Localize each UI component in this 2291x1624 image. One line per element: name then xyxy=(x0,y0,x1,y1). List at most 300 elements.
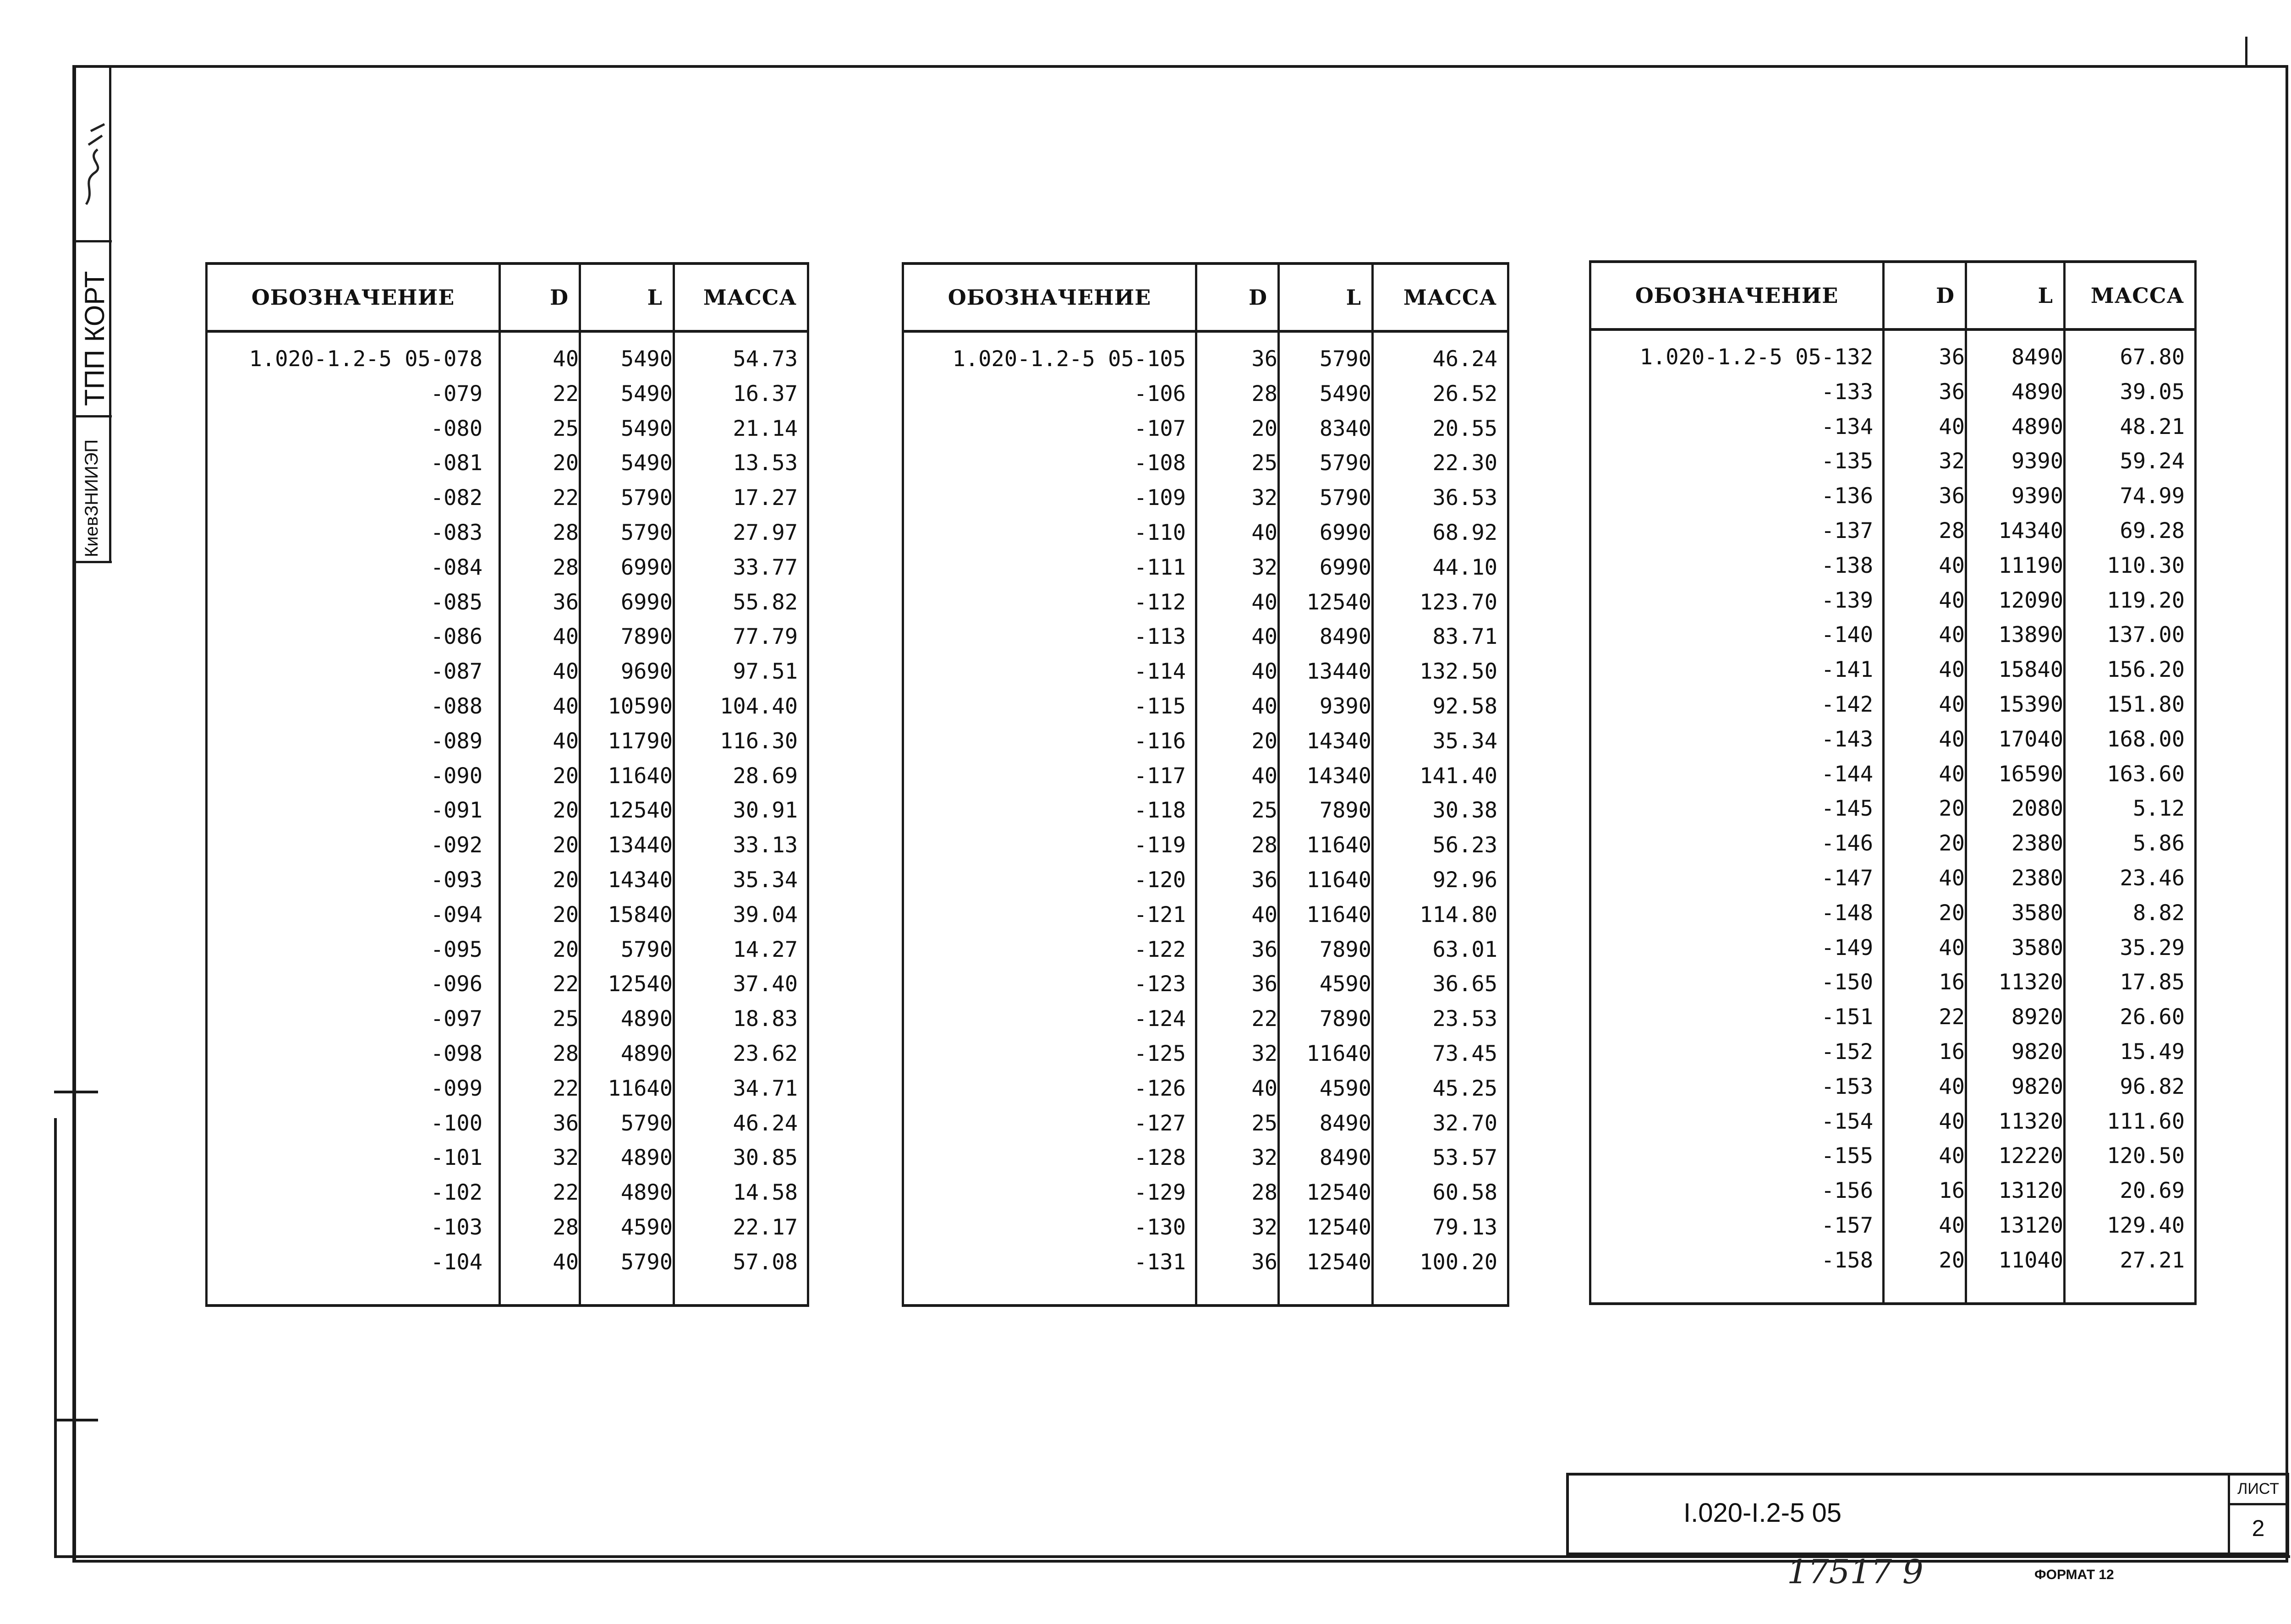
mass-cell: 45.25 xyxy=(1432,1075,1497,1101)
table-row xyxy=(1591,757,2194,792)
table-row xyxy=(208,481,807,516)
d-cell: 20 xyxy=(1251,416,1277,441)
mass-cell: 36.65 xyxy=(1432,971,1497,997)
designation-cell: -142 xyxy=(1821,691,1873,717)
d-cell: 28 xyxy=(553,1041,579,1066)
l-cell: 5790 xyxy=(1319,346,1371,372)
sheet-box xyxy=(2228,1476,2286,1553)
table-row xyxy=(904,1175,1507,1210)
table-row xyxy=(208,1071,807,1106)
designation-cell: -155 xyxy=(1821,1143,1873,1169)
l-cell: 12540 xyxy=(1306,1180,1371,1206)
table-row xyxy=(208,793,807,828)
side-stamp-divider-2 xyxy=(72,415,112,417)
d-cell: 40 xyxy=(553,659,579,685)
d-cell: 22 xyxy=(553,1180,579,1206)
mass-cell: 120.50 xyxy=(2107,1143,2185,1169)
mass-cell: 37.40 xyxy=(733,971,798,997)
designation-cell: -084 xyxy=(430,554,482,580)
header-rule xyxy=(1591,328,2194,331)
header-l: L xyxy=(2038,283,2053,308)
l-cell: 17040 xyxy=(1998,726,2063,752)
designation-cell: -083 xyxy=(430,520,482,545)
d-cell: 40 xyxy=(1939,414,1965,439)
designation-cell: -152 xyxy=(1821,1039,1873,1064)
header-mass: МАССА xyxy=(2090,283,2184,308)
side-stamp xyxy=(72,67,112,562)
mass-cell: 28.69 xyxy=(733,763,798,789)
d-cell: 32 xyxy=(1251,1214,1277,1240)
mass-cell: 141.40 xyxy=(1420,763,1497,789)
l-cell: 14340 xyxy=(608,867,673,893)
mass-cell: 114.80 xyxy=(1420,902,1497,927)
designation-cell: -094 xyxy=(430,902,482,927)
table-row xyxy=(1591,896,2194,931)
d-cell: 40 xyxy=(1251,693,1277,719)
l-cell: 14340 xyxy=(1306,763,1371,789)
mass-cell: 15.49 xyxy=(2120,1039,2185,1064)
mass-cell: 69.28 xyxy=(2120,518,2185,543)
table-row xyxy=(904,933,1507,967)
d-cell: 20 xyxy=(553,867,579,893)
header-designation: ОБОЗНАЧЕНИЕ xyxy=(948,285,1151,310)
l-cell: 9390 xyxy=(2011,449,2063,474)
table-row xyxy=(208,620,807,654)
d-cell: 20 xyxy=(1939,1247,1965,1273)
org-name-top: ТПП КОРТ xyxy=(79,271,110,406)
d-cell: 40 xyxy=(553,1249,579,1275)
d-cell: 36 xyxy=(1251,937,1277,962)
mass-cell: 168.00 xyxy=(2107,726,2185,752)
sheet-label: ЛИСТ xyxy=(2230,1476,2286,1505)
d-cell: 22 xyxy=(553,1075,579,1101)
table-row xyxy=(904,377,1507,411)
mass-cell: 83.71 xyxy=(1432,624,1497,650)
d-cell: 40 xyxy=(1939,587,1965,613)
mass-cell: 21.14 xyxy=(733,416,798,441)
d-cell: 36 xyxy=(1251,1249,1277,1275)
designation-table-3 xyxy=(1589,260,2197,1305)
d-cell: 22 xyxy=(1939,1004,1965,1030)
d-cell: 40 xyxy=(1251,589,1277,615)
l-cell: 11640 xyxy=(608,1075,673,1101)
l-cell: 11320 xyxy=(1998,1108,2063,1134)
mass-cell: 163.60 xyxy=(2107,761,2185,787)
d-cell: 40 xyxy=(553,346,579,372)
mass-cell: 100.20 xyxy=(1420,1249,1497,1275)
mass-cell: 26.52 xyxy=(1432,381,1497,406)
designation-cell: -119 xyxy=(1134,833,1186,858)
mass-cell: 16.37 xyxy=(733,381,798,406)
d-cell: 32 xyxy=(1251,485,1277,511)
l-cell: 15390 xyxy=(1998,691,2063,717)
table-row xyxy=(1591,340,2194,375)
d-cell: 20 xyxy=(1251,728,1277,754)
designation-cell: -150 xyxy=(1821,970,1873,995)
left-margin-vertical xyxy=(54,1118,57,1558)
table-row xyxy=(904,828,1507,863)
d-cell: 36 xyxy=(553,1110,579,1136)
mass-cell: 20.55 xyxy=(1432,416,1497,441)
l-cell: 11640 xyxy=(1306,833,1371,858)
table-row xyxy=(1591,1000,2194,1035)
table-row xyxy=(208,724,807,759)
d-cell: 40 xyxy=(1939,1213,1965,1238)
designation-cell: -110 xyxy=(1134,520,1186,545)
table-row xyxy=(1591,1139,2194,1174)
designation-cell: -087 xyxy=(430,659,482,685)
table-row xyxy=(904,759,1507,794)
d-cell: 16 xyxy=(1939,1178,1965,1204)
mass-cell: 137.00 xyxy=(2107,622,2185,648)
designation-cell: -124 xyxy=(1134,1006,1186,1032)
l-cell: 13440 xyxy=(1306,659,1371,685)
side-stamp-divider-1 xyxy=(72,240,112,242)
designation-cell: -082 xyxy=(430,485,482,511)
d-cell: 20 xyxy=(1939,900,1965,926)
designation-cell: -098 xyxy=(430,1041,482,1066)
document-code: I.020-I.2-5 05 xyxy=(1683,1498,1842,1528)
l-cell: 9690 xyxy=(620,659,673,685)
d-cell: 40 xyxy=(1939,1108,1965,1134)
designation-cell: -120 xyxy=(1134,867,1186,893)
top-right-tick xyxy=(2245,37,2247,67)
mass-cell: 30.85 xyxy=(733,1145,798,1171)
table-row xyxy=(904,411,1507,446)
designation-cell: -118 xyxy=(1134,798,1186,823)
table-row xyxy=(1591,1070,2194,1104)
table-row xyxy=(1591,1174,2194,1208)
l-cell: 12090 xyxy=(1998,587,2063,613)
signature-icon xyxy=(77,117,109,209)
designation-cell: -154 xyxy=(1821,1108,1873,1134)
table-row xyxy=(208,1106,807,1141)
l-cell: 13120 xyxy=(1998,1178,2063,1204)
mass-cell: 5.12 xyxy=(2132,796,2185,822)
designation-cell: -097 xyxy=(430,1006,482,1032)
designation-cell: -147 xyxy=(1821,865,1873,891)
mass-cell: 156.20 xyxy=(2107,657,2185,683)
designation-cell: -144 xyxy=(1821,761,1873,787)
l-cell: 10590 xyxy=(608,693,673,719)
table-row xyxy=(1591,1243,2194,1278)
l-cell: 14340 xyxy=(1306,728,1371,754)
l-cell: 9820 xyxy=(2011,1039,2063,1064)
mass-cell: 119.20 xyxy=(2107,587,2185,613)
d-cell: 28 xyxy=(553,520,579,545)
mass-cell: 39.04 xyxy=(733,902,798,927)
designation-cell: -114 xyxy=(1134,659,1186,685)
table-row xyxy=(904,481,1507,516)
l-cell: 11190 xyxy=(1998,553,2063,578)
mass-cell: 23.46 xyxy=(2120,865,2185,891)
header-designation: ОБОЗНАЧЕНИЕ xyxy=(1635,283,1839,308)
table-row xyxy=(904,724,1507,759)
left-margin-mark-2 xyxy=(54,1419,98,1421)
mass-cell: 55.82 xyxy=(733,589,798,615)
l-cell: 7890 xyxy=(1319,798,1371,823)
table-row xyxy=(1591,1208,2194,1243)
l-cell: 5490 xyxy=(620,416,673,441)
table-row xyxy=(1591,722,2194,757)
table-row xyxy=(904,1141,1507,1175)
table-row xyxy=(904,793,1507,828)
mass-cell: 46.24 xyxy=(733,1110,798,1136)
designation-cell: -109 xyxy=(1134,485,1186,511)
l-cell: 15840 xyxy=(608,902,673,927)
d-cell: 36 xyxy=(1251,971,1277,997)
l-cell: 14340 xyxy=(1998,518,2063,543)
mass-cell: 97.51 xyxy=(733,659,798,685)
l-cell: 11640 xyxy=(1306,902,1371,927)
l-cell: 5790 xyxy=(620,485,673,511)
table-row xyxy=(1591,861,2194,896)
d-cell: 40 xyxy=(553,693,579,719)
d-cell: 36 xyxy=(1251,867,1277,893)
designation-cell: -085 xyxy=(430,589,482,615)
mass-cell: 17.27 xyxy=(733,485,798,511)
d-cell: 28 xyxy=(1251,381,1277,406)
l-cell: 5490 xyxy=(620,381,673,406)
designation-cell: -141 xyxy=(1821,657,1873,683)
side-stamp-divider-3 xyxy=(72,561,112,563)
l-cell: 5790 xyxy=(620,520,673,545)
table-row xyxy=(1591,826,2194,861)
l-cell: 7890 xyxy=(1319,1006,1371,1032)
l-cell: 4890 xyxy=(2011,414,2063,439)
d-cell: 22 xyxy=(1251,1006,1277,1032)
l-cell: 12540 xyxy=(1306,1249,1371,1275)
mass-cell: 33.77 xyxy=(733,554,798,580)
l-cell: 11790 xyxy=(608,728,673,754)
d-cell: 36 xyxy=(1939,483,1965,509)
d-cell: 40 xyxy=(1939,622,1965,648)
d-cell: 40 xyxy=(1251,624,1277,650)
mass-cell: 111.60 xyxy=(2107,1108,2185,1134)
mass-cell: 54.73 xyxy=(733,346,798,372)
table-row xyxy=(208,377,807,411)
mass-cell: 116.30 xyxy=(720,728,798,754)
table-row xyxy=(208,759,807,794)
l-cell: 5490 xyxy=(620,346,673,372)
mass-cell: 77.79 xyxy=(733,624,798,650)
designation-cell: -146 xyxy=(1821,831,1873,856)
l-cell: 12220 xyxy=(1998,1143,2063,1169)
l-cell: 16590 xyxy=(1998,761,2063,787)
designation-cell: -113 xyxy=(1134,624,1186,650)
designation-cell: -100 xyxy=(430,1110,482,1136)
sheet-number: 2 xyxy=(2252,1515,2265,1541)
l-cell: 3580 xyxy=(2011,900,2063,926)
designation-cell: -125 xyxy=(1134,1041,1186,1066)
title-block xyxy=(1566,1473,2289,1555)
d-cell: 40 xyxy=(1939,865,1965,891)
table-row xyxy=(208,689,807,724)
designation-cell: 1.020-1.2-5 05-132 xyxy=(1639,345,1873,370)
mass-cell: 79.13 xyxy=(1432,1214,1497,1240)
d-cell: 32 xyxy=(1251,1041,1277,1066)
designation-cell: -126 xyxy=(1134,1075,1186,1101)
table-row xyxy=(904,342,1507,377)
table-row xyxy=(208,585,807,620)
mass-cell: 46.24 xyxy=(1432,346,1497,372)
l-cell: 13120 xyxy=(1998,1213,2063,1238)
l-cell: 6990 xyxy=(620,554,673,580)
l-cell: 4890 xyxy=(2011,379,2063,405)
l-cell: 2380 xyxy=(2011,865,2063,891)
d-cell: 28 xyxy=(553,554,579,580)
d-cell: 25 xyxy=(1251,450,1277,476)
designation-cell: -115 xyxy=(1134,693,1186,719)
header-l: L xyxy=(647,285,663,310)
header-d: D xyxy=(1249,285,1267,310)
d-cell: 22 xyxy=(553,485,579,511)
l-cell: 7890 xyxy=(620,624,673,650)
designation-cell: -157 xyxy=(1821,1213,1873,1238)
table-body xyxy=(208,342,807,1280)
d-cell: 20 xyxy=(1939,831,1965,856)
l-cell: 9820 xyxy=(2011,1074,2063,1099)
d-cell: 28 xyxy=(1251,833,1277,858)
table-row xyxy=(1591,410,2194,444)
header-designation: ОБОЗНАЧЕНИЕ xyxy=(251,285,455,310)
designation-cell: -106 xyxy=(1134,381,1186,406)
d-cell: 40 xyxy=(1939,726,1965,752)
l-cell: 4890 xyxy=(620,1180,673,1206)
table-row xyxy=(208,654,807,689)
designation-cell: -093 xyxy=(430,867,482,893)
l-cell: 12540 xyxy=(608,798,673,823)
mass-cell: 67.80 xyxy=(2120,345,2185,370)
designation-cell: -111 xyxy=(1134,554,1186,580)
designation-cell: -127 xyxy=(1134,1110,1186,1136)
table-row xyxy=(208,1175,807,1210)
designation-cell: -151 xyxy=(1821,1004,1873,1030)
mass-cell: 23.62 xyxy=(733,1041,798,1066)
designation-cell: -080 xyxy=(430,416,482,441)
l-cell: 11640 xyxy=(1306,1041,1371,1066)
table-row xyxy=(1591,583,2194,618)
l-cell: 8340 xyxy=(1319,416,1371,441)
header-l: L xyxy=(1346,285,1361,310)
d-cell: 20 xyxy=(553,798,579,823)
designation-cell: -139 xyxy=(1821,587,1873,613)
header-d: D xyxy=(550,285,569,310)
mass-cell: 5.86 xyxy=(2132,831,2185,856)
l-cell: 11320 xyxy=(1998,970,2063,995)
d-cell: 40 xyxy=(1939,657,1965,683)
table-row xyxy=(208,863,807,898)
d-cell: 20 xyxy=(553,450,579,476)
designation-cell: -103 xyxy=(430,1214,482,1240)
designation-cell: -156 xyxy=(1821,1178,1873,1204)
mass-cell: 34.71 xyxy=(733,1075,798,1101)
table-row xyxy=(208,933,807,967)
d-cell: 20 xyxy=(553,833,579,858)
d-cell: 40 xyxy=(1939,1143,1965,1169)
table-row xyxy=(208,898,807,933)
designation-cell: -134 xyxy=(1821,414,1873,439)
table-row xyxy=(208,967,807,1002)
d-cell: 20 xyxy=(1939,796,1965,822)
d-cell: 25 xyxy=(553,416,579,441)
mass-cell: 123.70 xyxy=(1420,589,1497,615)
l-cell: 4590 xyxy=(620,1214,673,1240)
d-cell: 28 xyxy=(553,1214,579,1240)
mass-cell: 20.69 xyxy=(2120,1178,2185,1204)
mass-cell: 60.58 xyxy=(1432,1180,1497,1206)
l-cell: 12540 xyxy=(608,971,673,997)
d-cell: 40 xyxy=(553,728,579,754)
designation-cell: -123 xyxy=(1134,971,1186,997)
designation-cell: -108 xyxy=(1134,450,1186,476)
d-cell: 32 xyxy=(1939,449,1965,474)
mass-cell: 23.53 xyxy=(1432,1006,1497,1032)
designation-cell: -086 xyxy=(430,624,482,650)
l-cell: 6990 xyxy=(620,589,673,615)
d-cell: 25 xyxy=(553,1006,579,1032)
mass-cell: 26.60 xyxy=(2120,1004,2185,1030)
mass-cell: 92.96 xyxy=(1432,867,1497,893)
table-row xyxy=(1591,1104,2194,1139)
table-row xyxy=(1591,791,2194,826)
frame-bottom-extension xyxy=(54,1555,2290,1558)
mass-cell: 30.91 xyxy=(733,798,798,823)
table-row xyxy=(904,863,1507,898)
l-cell: 5790 xyxy=(1319,485,1371,511)
d-cell: 36 xyxy=(1251,346,1277,372)
designation-cell: -089 xyxy=(430,728,482,754)
mass-cell: 53.57 xyxy=(1432,1145,1497,1171)
table-row xyxy=(1591,687,2194,722)
table-row xyxy=(1591,618,2194,653)
table-row xyxy=(208,828,807,863)
mass-cell: 35.29 xyxy=(2120,935,2185,960)
org-name-bottom: КиевЗНИИЭП xyxy=(82,439,102,557)
d-cell: 40 xyxy=(1939,553,1965,578)
table-row xyxy=(904,585,1507,620)
mass-cell: 32.70 xyxy=(1432,1110,1497,1136)
table-row xyxy=(208,411,807,446)
mass-cell: 73.45 xyxy=(1432,1041,1497,1066)
d-cell: 28 xyxy=(1939,518,1965,543)
mass-cell: 18.83 xyxy=(733,1006,798,1032)
l-cell: 8920 xyxy=(2011,1004,2063,1030)
table-row xyxy=(904,1037,1507,1071)
table-row xyxy=(1591,444,2194,479)
table-row xyxy=(904,550,1507,585)
l-cell: 9390 xyxy=(1319,693,1371,719)
l-cell: 4890 xyxy=(620,1145,673,1171)
table-row xyxy=(208,1141,807,1175)
mass-cell: 129.40 xyxy=(2107,1213,2185,1238)
l-cell: 5790 xyxy=(620,937,673,962)
header-mass: МАССА xyxy=(1403,285,1497,310)
mass-cell: 13.53 xyxy=(733,450,798,476)
d-cell: 40 xyxy=(1939,935,1965,960)
table-row xyxy=(1591,653,2194,687)
d-cell: 36 xyxy=(553,589,579,615)
table-row xyxy=(208,550,807,585)
d-cell: 40 xyxy=(1251,1075,1277,1101)
mass-cell: 8.82 xyxy=(2132,900,2185,926)
l-cell: 13890 xyxy=(1998,622,2063,648)
table-row xyxy=(208,1002,807,1037)
inventory-number: 17517 9 xyxy=(1787,1553,1924,1591)
designation-cell: -122 xyxy=(1134,937,1186,962)
d-cell: 25 xyxy=(1251,798,1277,823)
mass-cell: 57.08 xyxy=(733,1249,798,1275)
